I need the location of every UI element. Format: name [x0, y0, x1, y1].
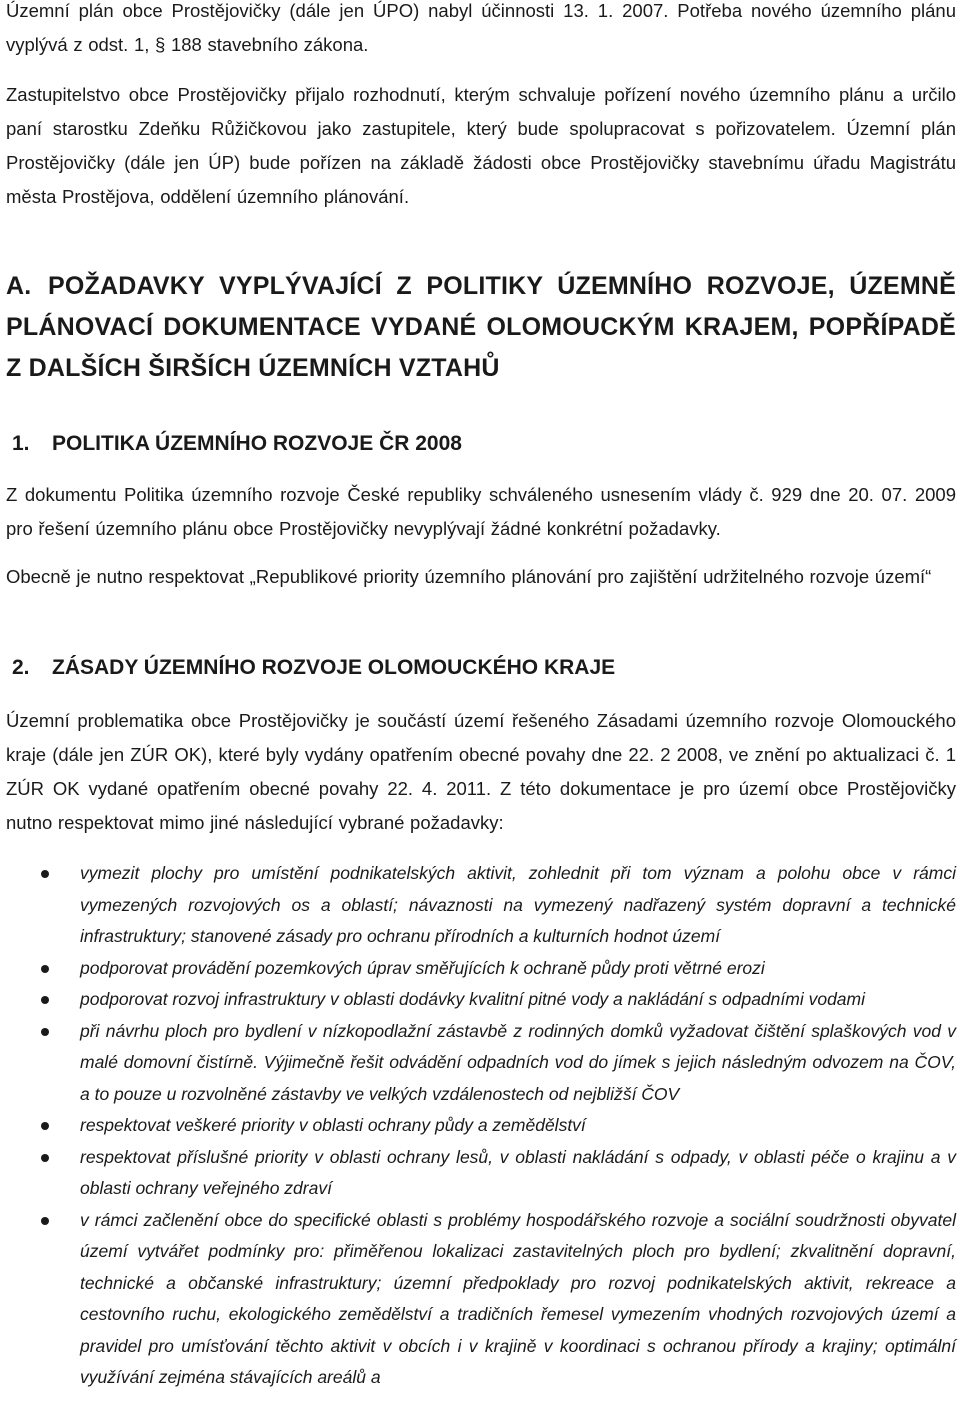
list-item-text: vymezit plochy pro umístění podnikatelských aktivit, zohlednit při tom význam a polohu obce v rámci vymezených rozvojových os a oblastí; návaznosti na vymezený nadřazený systém dopravní a technické infrastruktury; stanovené zásady pro ochranu přírodních a kulturních hodnot území	[80, 863, 956, 946]
list-item-text: podporovat provádění pozemkových úprav směřujících k ochraně půdy proti větrné erozi	[80, 957, 765, 978]
subsection-2-number: 2.	[12, 656, 30, 679]
list-item-text: podporovat rozvoj infrastruktury v oblasti dodávky kvalitní pitné vody a nakládání s odpadními vodami	[80, 989, 866, 1009]
subsection-1-heading	[12, 432, 462, 456]
priorities-paragraph: Obecně je nutno respektovat „Republikové priority územního plánování pro zajištění udržitelného rozvoje území“	[6, 566, 932, 587]
bullet-icon	[41, 965, 49, 973]
list-item	[6, 1205, 956, 1394]
council-decision-paragraph: Zastupitelstvo obce Prostějovičky přijalo rozhodnutí, kterým schvaluje pořízení nového územního plánu a určilo paní starostku Zdeňku Růžičkovou jako zastupitele, který bude spolupracovat s pořizovatelem. Územní plán Prostějovičky (dále jen ÚP) bude pořízen na základě žádosti obce Prostějovičky stavebnímu úřadu Magistrátu města Prostějova, oddělení územního plánování.	[6, 84, 956, 207]
list-item-text: v rámci začlenění obce do specifické oblasti s problémy hospodářského rozvoje a sociální soudržnosti obyvatel území vytvářet podmínky pro: přiměřenou lokalizaci zastavitelných ploch pro bydlení; zkvalitnění dopravní, technické a občanské infrastruktury; územní předpoklady pro rozvoj podnikatelských aktivit, rekreace a cestovního ruchu, ekologického zemědělství a tradičních řemesel vymezením vhodných rozvojových území a pravidel pro umísťování těchto aktivit v obcích i v krajině v koordinaci s ochranou přírody a krajiny; optimální využívání zejména stávajících areálů a	[80, 1209, 956, 1387]
list-item	[6, 984, 956, 1016]
list-item	[6, 953, 956, 985]
bullet-icon	[41, 1122, 49, 1130]
section-a-letter: A.	[6, 272, 32, 300]
list-item-text: respektovat příslušné priority v oblasti ochrany lesů, v oblasti nakládání s odpady, v oblasti péče o krajinu a v oblasti ochrany veřejného zdraví	[80, 1146, 956, 1198]
section-a-heading	[6, 266, 956, 389]
subsection-1-title: POLITIKA ÚZEMNÍHO ROZVOJE ČR 2008	[52, 432, 462, 455]
subsection-2-title: ZÁSADY ÚZEMNÍHO ROZVOJE OLOMOUCKÉHO KRAJE	[52, 656, 616, 679]
section-a-title: POŽADAVKY VYPLÝVAJÍCÍ Z POLITIKY ÚZEMNÍHO ROZVOJE, ÚZEMNĚ PLÁNOVACÍ DOKUMENTACE VYDANÉ OLOMOUCKÝM KRAJEM, POPŘÍPADĚ Z DALŠÍCH ŠIRŠÍCH ÚZEMNÍCH VZTAHŮ	[6, 272, 956, 382]
zur-paragraph: Územní problematika obce Prostějovičky je součástí území řešeného Zásadami územního rozvoje Olomouckého kraje (dále jen ZÚR OK), které byly vydány opatřením obecné povahy dne 22. 2 2008, ve znění po aktualizaci č. 1 ZÚR OK vydané opatřením obecné povahy 22. 4. 2011. Z této dokumentace je pro území obce Prostějovičky nutno respektovat mimo jiné následující vybrané požadavky:	[6, 710, 956, 833]
bullet-icon	[41, 1217, 49, 1225]
subsection-2-heading	[12, 656, 615, 680]
requirements-list	[6, 858, 956, 1394]
policy-paragraph: Z dokumentu Politika územního rozvoje České republiky schváleného usnesením vlády č. 929 dne 20. 07. 2009 pro řešení územního plánu obce Prostějovičky nevyplývají žádné konkrétní požadavky.	[6, 484, 956, 539]
list-item	[6, 1110, 956, 1142]
bullet-icon	[41, 1154, 49, 1162]
bullet-icon	[41, 1028, 49, 1036]
list-item-text: respektovat veškeré priority v oblasti ochrany půdy a zemědělství	[80, 1115, 586, 1135]
bullet-icon	[41, 996, 49, 1004]
list-item	[6, 1016, 956, 1111]
bullet-icon	[41, 870, 49, 878]
subsection-1-number: 1.	[12, 432, 30, 455]
list-item	[6, 1142, 956, 1205]
list-item	[6, 858, 956, 953]
list-item-text: při návrhu ploch pro bydlení v nízkopodlažní zástavbě z rodinných domků vyžadovat čištění splaškových vod v malé domovní čistírně. Výjimečně řešit odvádění odpadních vod do jímek s jejich následným odvozem na ČOV, a to pouze u rozvolněné zástavby ve velkých vzdálenostech od nejbližší ČOV	[80, 1020, 956, 1104]
intro-paragraph: Územní plán obce Prostějovičky (dále jen ÚPO) nabyl účinnosti 13. 1. 2007. Potřeba nového územního plánu vyplývá z odst. 1, § 188 stavebního zákona.	[6, 0, 956, 55]
